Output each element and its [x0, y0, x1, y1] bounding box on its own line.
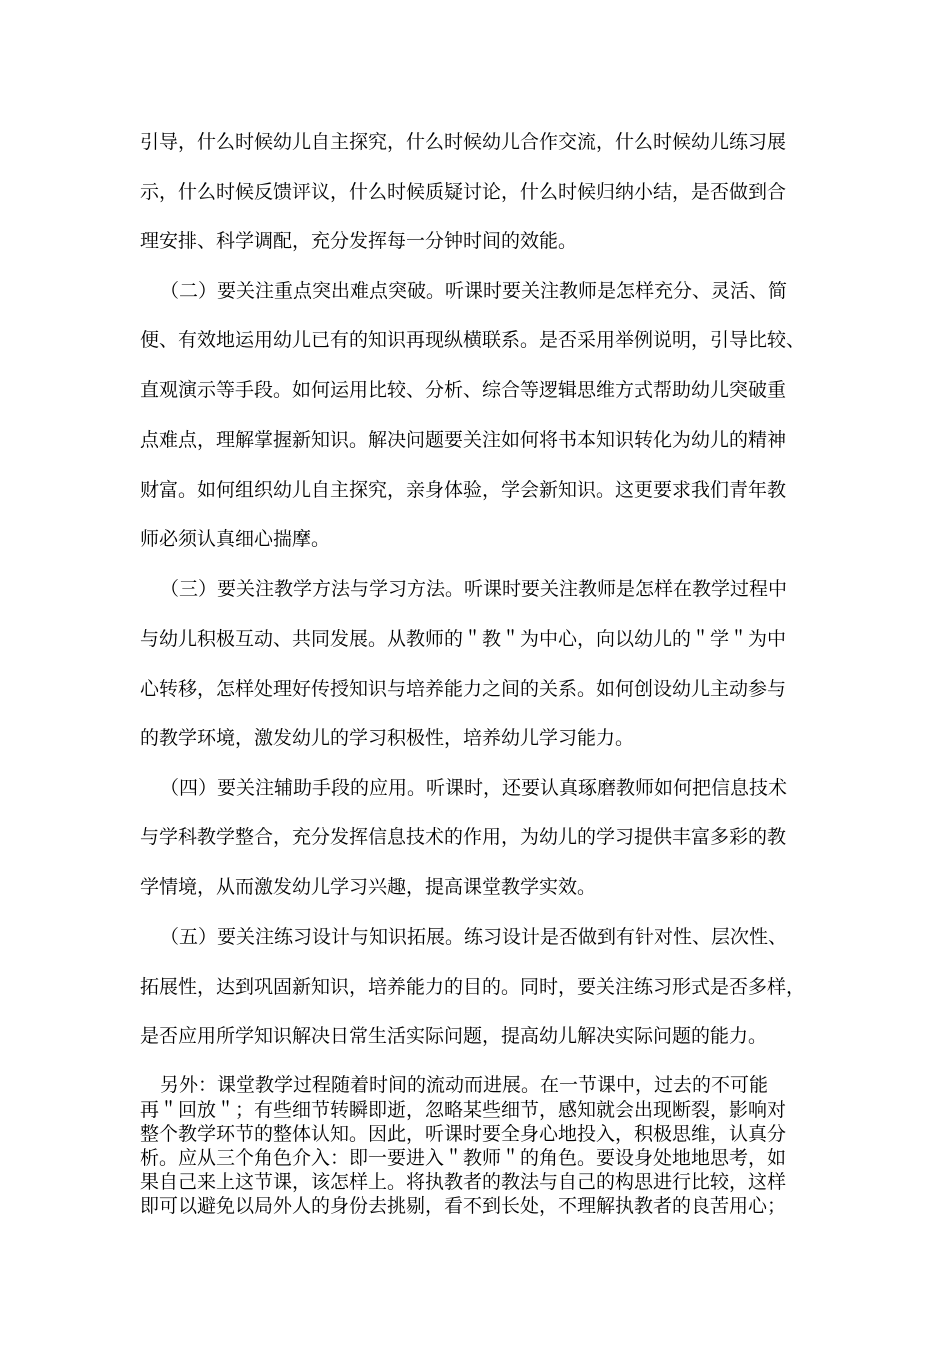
text-line: （四）要关注辅助手段的应用。听课时，还要认真琢磨教师如何把信息技术 [160, 777, 788, 799]
text-line: 点难点，理解掌握新知识。解决问题要关注如何将书本知识转化为幼儿的精神 [140, 429, 787, 451]
text-line: 的教学环境，激发幼儿的学习积极性，培养幼儿学习能力。 [140, 727, 635, 749]
text-line: 与学科教学整合，充分发挥信息技术的作用，为幼儿的学习提供丰富多彩的教 [140, 826, 787, 848]
text-line: 引导，什么时候幼儿自主探究，什么时候幼儿合作交流，什么时候幼儿练习展 [140, 131, 787, 153]
text-line: 财富。如何组织幼儿自主探究，亲身体验，学会新知识。这更要求我们青年教 [140, 479, 787, 501]
text-line: 理安排、科学调配，充分发挥每一分钟时间的效能。 [140, 230, 578, 252]
text-line: （五）要关注练习设计与知识拓展。练习设计是否做到有针对性、层次性、 [160, 926, 788, 948]
text-line: 心转移，怎样处理好传授知识与培养能力之间的关系。如何创设幼儿主动参与 [140, 678, 787, 700]
text-line: 拓展性，达到巩固新知识，培养能力的目的。同时，要关注练习形式是否多样， [140, 976, 806, 998]
text-line: 析。应从三个角色介入：即一要进入＂教师＂的角色。要设身处地地思考，如 [140, 1147, 787, 1169]
text-line: （二）要关注重点突出难点突破。听课时要关注教师是怎样充分、灵活、简 [160, 280, 788, 302]
text-line: 果自己来上这节课，该怎样上。将执教者的教法与自己的构思进行比较，这样 [140, 1171, 787, 1193]
text-line: 师必须认真细心揣摩。 [140, 528, 331, 550]
text-line: 整个教学环节的整体认知。因此，听课时要全身心地投入，积极思维，认真分 [140, 1123, 787, 1145]
text-line: 再＂回放＂；有些细节转瞬即逝，忽略某些细节，感知就会出现断裂，影响对 [140, 1099, 787, 1121]
text-line: 直观演示等手段。如何运用比较、分析、综合等逻辑思维方式帮助幼儿突破重 [140, 379, 787, 401]
text-line: 学情境，从而激发幼儿学习兴趣，提高课堂教学实效。 [140, 876, 597, 898]
text-line: 即可以避免以局外人的身份去挑剔，看不到长处，不理解执教者的良苦用心； [140, 1195, 787, 1217]
text-line: 另外：课堂教学过程随着时间的流动而进展。在一节课中，过去的不可能 [160, 1074, 769, 1096]
text-line: 示，什么时候反馈评议，什么时候质疑讨论，什么时候归纳小结，是否做到合 [140, 181, 787, 203]
text-line: （三）要关注教学方法与学习方法。听课时要关注教师是怎样在教学过程中 [160, 578, 788, 600]
text-line: 是否应用所学知识解决日常生活实际问题，提高幼儿解决实际问题的能力。 [140, 1025, 768, 1047]
text-line: 与幼儿积极互动、共同发展。从教师的＂教＂为中心，向以幼儿的＂学＂为中 [140, 628, 787, 650]
text-line: 便、有效地运用幼儿已有的知识再现纵横联系。是否采用举例说明，引导比较、 [140, 329, 806, 351]
